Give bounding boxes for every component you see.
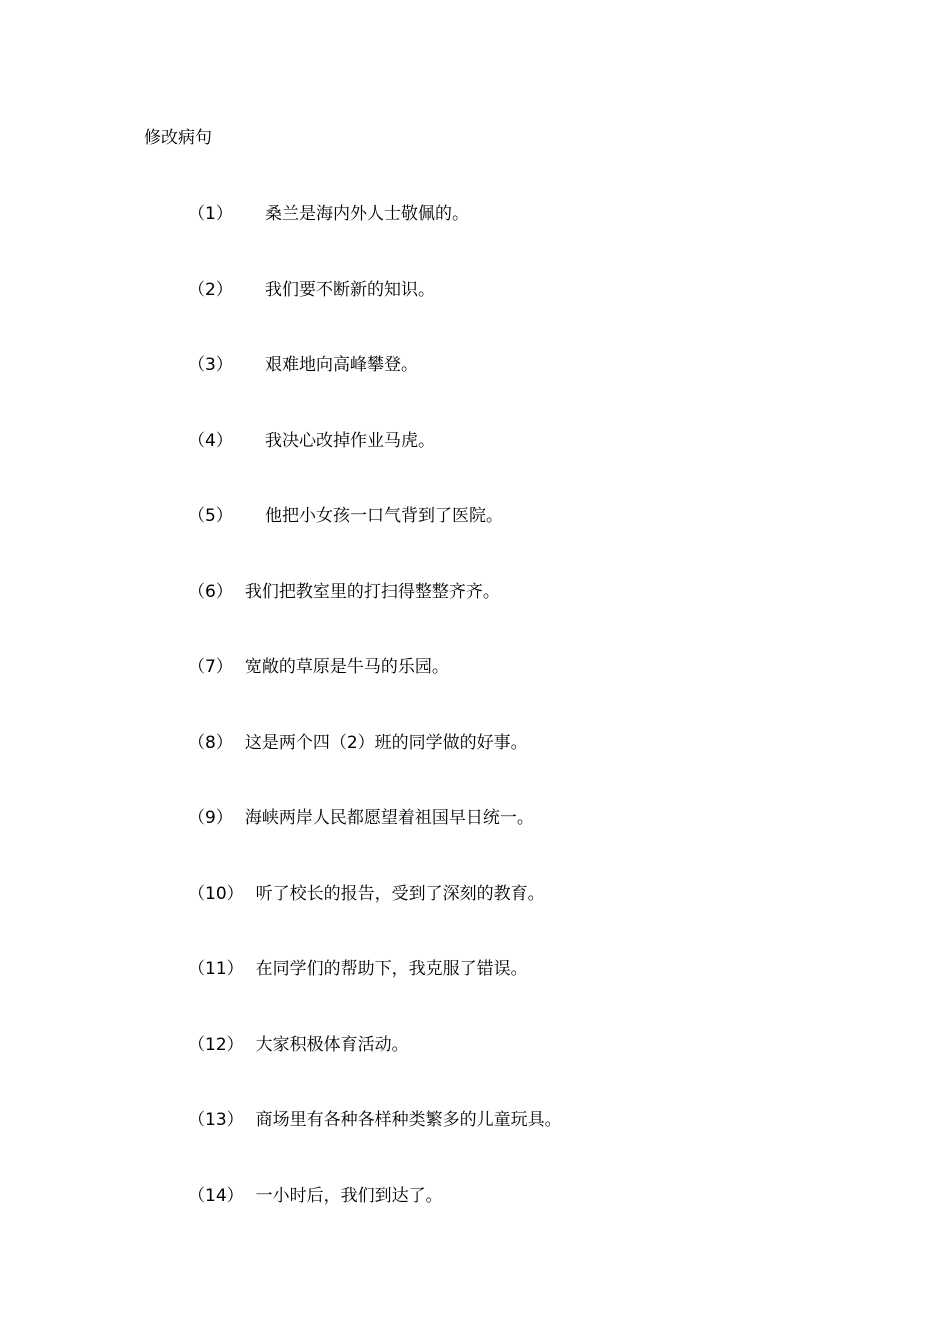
- item-text: 海峡两岸人民都愿望着祖国早日统一。: [244, 808, 534, 828]
- list-item: [188, 1184, 562, 1260]
- item-number: （14）: [188, 1185, 244, 1206]
- item-number: （7）: [188, 657, 233, 677]
- list-item: [188, 882, 562, 958]
- list-item: [188, 957, 562, 1033]
- list-item: [188, 504, 562, 580]
- item-number: （2）: [188, 279, 233, 300]
- item-text: 他把小女孩一口气背到了医院。: [265, 506, 503, 526]
- item-number: （10）: [188, 883, 244, 904]
- item-number: （9）: [188, 808, 233, 828]
- item-number: （13）: [188, 1110, 244, 1130]
- item-text: 听了校长的报告，受到了深刻的教育。: [255, 883, 545, 904]
- list-item: [188, 806, 562, 882]
- item-text: 商场里有各种各样种类繁多的儿童玩具。: [255, 1110, 562, 1130]
- item-text: 我们要不断新的知识。: [265, 279, 435, 300]
- item-text: 宽敞的草原是牛马的乐园。: [244, 657, 449, 677]
- item-text: 艰难地向高峰攀登。: [265, 355, 418, 375]
- list-item: [188, 278, 562, 354]
- item-text: 我决心改掉作业马虎。: [265, 430, 435, 451]
- item-number: （4）: [188, 430, 233, 451]
- list-item: [188, 580, 562, 656]
- list-item: [188, 731, 562, 807]
- page-title: 修改病句: [144, 128, 212, 148]
- item-text: 桑兰是海内外人士敬佩的。: [265, 204, 469, 224]
- list-item: [188, 429, 562, 505]
- item-number: （1）: [188, 204, 233, 224]
- item-number: （6）: [188, 581, 233, 602]
- list-item: [188, 1033, 562, 1109]
- item-text: 在同学们的帮助下，我克服了错误。: [255, 959, 528, 979]
- item-text: 这是两个四（2）班的同学做的好事。: [244, 732, 528, 753]
- item-number: （12）: [188, 1034, 244, 1055]
- item-text: 大家积极体育活动。: [255, 1034, 409, 1055]
- list-item: [188, 655, 562, 731]
- item-text: 我们把教室里的打扫得整整齐齐。: [244, 581, 500, 602]
- list-item: [188, 202, 562, 278]
- item-number: （11）: [188, 959, 244, 979]
- list-item: [188, 353, 562, 429]
- item-number: （5）: [188, 506, 233, 526]
- list-item: [188, 1108, 562, 1184]
- sentence-list: [188, 202, 562, 1259]
- item-number: （3）: [188, 355, 233, 375]
- item-number: （8）: [188, 732, 233, 753]
- item-text: 一小时后，我们到达了。: [255, 1185, 443, 1206]
